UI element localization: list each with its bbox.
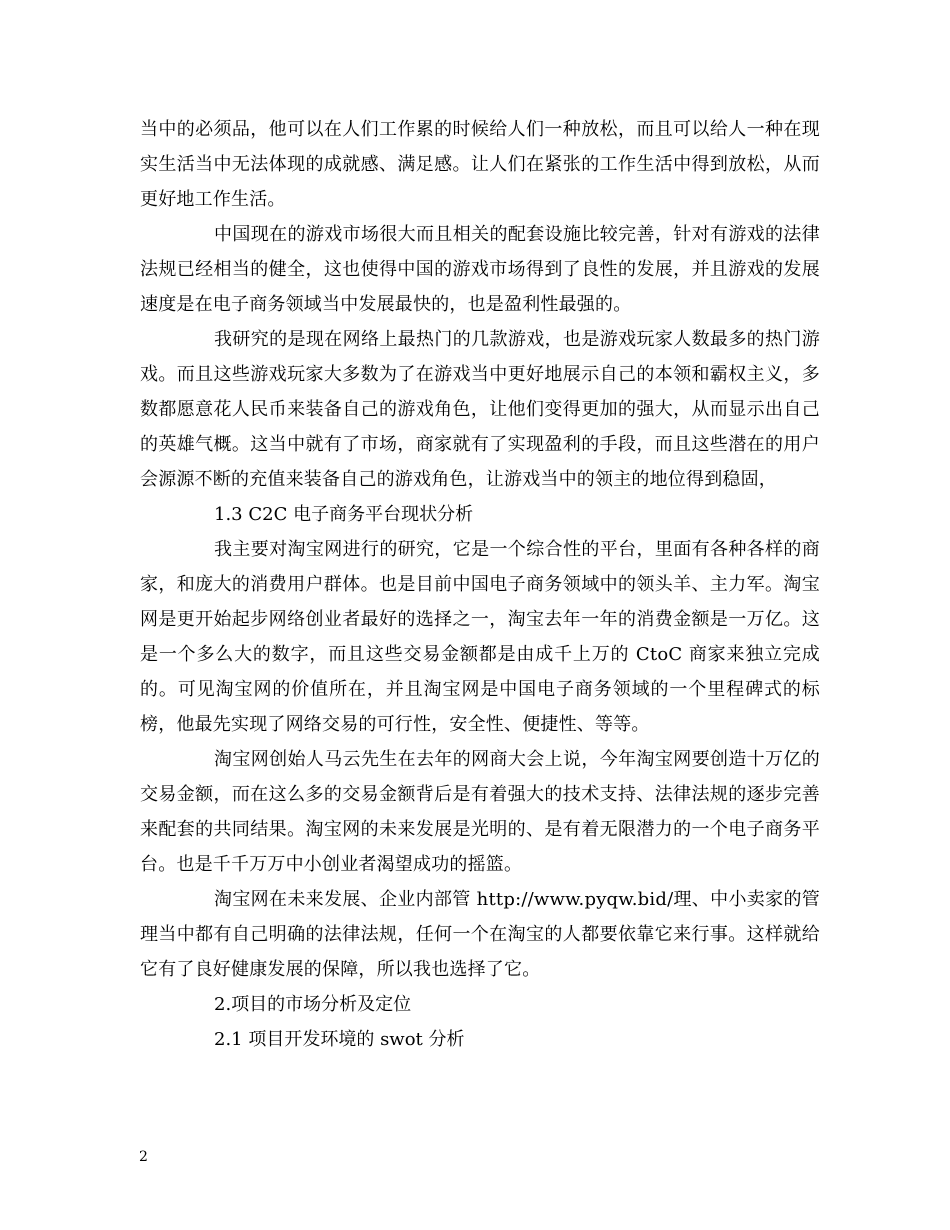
paragraph-popular-games: 我研究的是现在网络上最热门的几款游戏，也是游戏玩家人数最多的热门游戏。而且这些游戏玩家大多数为了在游戏当中更好地展示自己的本领和霸权主义，多数都愿意花人民币来装备自己的游戏角色，让他们变得更加的强大，从而显示出自己的英雄气概。这当中就有了市场，商家就有了实现盈利的手段，而且这些潜在的用户会源源不断的充值来装备自己的游戏角色，让游戏当中的领主的地位得到稳固， [140,329,820,490]
document-body [140,112,820,1057]
page-number: 2 [139,1149,148,1165]
section-heading-1-3: 1.3 C2C 电子商务平台现状分析 [214,504,474,525]
paragraph-game-market: 中国现在的游戏市场很大而且相关的配套设施比较完善，针对有游戏的法律法规已经相当的健全，这也使得中国的游戏市场得到了良性的发展，并且游戏的发展速度是在电子商务领域当中发展最快的，也是盈利性最强的。 [140,224,820,315]
paragraph-taobao-future: 淘宝网在未来发展、企业内部管 http://www.pyqw.bid/理、中小卖家的管理当中都有自己明确的法律法规，任何一个在淘宝的人都要依靠它来行事。这样就给它有了良好健康发展的保障，所以我也选择了它。 [140,889,820,980]
section-heading-2: 2.项目的市场分析及定位 [214,994,412,1015]
paragraph-taobao-research: 我主要对淘宝网进行的研究，它是一个综合性的平台，里面有各种各样的商家，和庞大的消费用户群体。也是目前中国电子商务领域中的领头羊、主力军。淘宝网是更开始起步网络创业者最好的选择之一，淘宝去年一年的消费金额是一万亿。这是一个多么大的数字，而且这些交易金额都是由成千上万的 CtoC 商家来独立完成的。可见淘宝网的价值所在，并且淘宝网是中国电子商务领域的一个里程碑式的标榜，他最先实现了网络交易的可行性，安全性、便捷性、等等。 [140,539,820,735]
paragraph-taobao-founder: 淘宝网创始人马云先生在去年的网商大会上说，今年淘宝网要创造十万亿的交易金额，而在这么多的交易金额背后是有着强大的技术支持、法律法规的逐步完善来配套的共同结果。淘宝网的未来发展是光明的、是有着无限潜力的一个电子商务平台。也是千千万万中小创业者渴望成功的摇篮。 [140,749,820,875]
section-heading-2-1: 2.1 项目开发环境的 swot 分析 [214,1029,465,1050]
paragraph-continuation: 当中的必须品，他可以在人们工作累的时候给人们一种放松，而且可以给人一种在现实生活当中无法体现的成就感、满足感。让人们在紧张的工作生活中得到放松，从而更好地工作生活。 [140,119,820,210]
